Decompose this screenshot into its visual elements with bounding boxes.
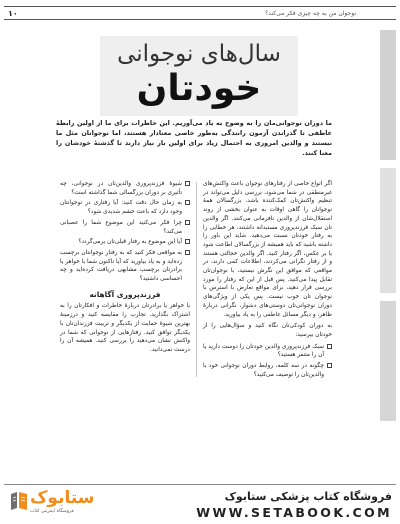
question-text: چگونه در سه کلمه، روابط دوران نوجوانی خود با والدین‌تان را توصیف می‌کنید؟ bbox=[203, 363, 324, 378]
section-subheading: فرزندپروری آگاهانه bbox=[89, 289, 161, 299]
checkbox-bullet-icon bbox=[185, 220, 190, 225]
book-logo-icon bbox=[8, 490, 30, 512]
page-header bbox=[4, 6, 396, 20]
running-head: نوجوان من به چه چیزی فکر می‌کند؟ bbox=[265, 9, 356, 17]
side-tab bbox=[380, 168, 396, 293]
checkbox-bullet-icon bbox=[185, 239, 190, 244]
left-column bbox=[60, 180, 190, 358]
question-item bbox=[60, 238, 190, 247]
checkbox-bullet-icon bbox=[327, 344, 332, 349]
question-item bbox=[60, 199, 190, 216]
question-text: به زمان حال دقت کنید: آیا رفتاری در نوجوانتان وجود دارد که باعث خشم شدیدی شود؟ bbox=[60, 200, 182, 216]
checkbox-bullet-icon bbox=[327, 363, 332, 368]
question-item bbox=[203, 343, 332, 360]
checkbox-bullet-icon bbox=[185, 181, 190, 186]
checkbox-bullet-icon bbox=[185, 250, 190, 255]
question-text: شیوهٔ فرزندپروری والدین‌تان در نوجوانی، چه تأثیری بر دوران بزرگسالی شما گذاشته است؟ bbox=[60, 181, 182, 196]
body-paragraph: با خواهر یا برادرتان دربارهٔ خاطرات و افکارتان را به اشتراک بگذارید. تجارب را مقایسه کنید و درزمینهٔ بهترین شیوهٔ حمایت از یکدیگر و تربیت فرزندان‌تان با یکدیگر توافق کنید. رفتارهایی از نوجوانی که شما در واکنش نشان می‌دهید را بررسی کنید. همیشه آن را درست نمی‌دانید. bbox=[60, 303, 190, 353]
store-title: فروشگاه کتاب پزشکی ستابوک bbox=[224, 490, 392, 503]
footer-divider bbox=[4, 484, 396, 485]
question-item bbox=[60, 219, 190, 236]
logo-tagline: فروشگاه اینترنتی کتاب bbox=[30, 509, 74, 514]
chapter-title bbox=[100, 40, 298, 110]
logo-wordmark: ستابوک bbox=[30, 488, 95, 508]
right-column bbox=[203, 180, 332, 381]
side-tab bbox=[380, 30, 396, 160]
question-text: چرا فکر می‌کنید این موضوع شما را عصبانی می‌کند؟ bbox=[60, 219, 182, 235]
question-text: آیا این موضوع به رفتار قبلی‌تان برمی‌گردد؟ bbox=[78, 239, 182, 246]
title-line-1: سال‌های نوجوانی bbox=[117, 41, 281, 67]
body-paragraph: اگر انواع خاصی از رفتارهای نوجوان باعث واکنش‌های غیرمنطقی در شما می‌شود، بررسی دلیل می‌تواند در تنظیم واکنش‌تان کمک‌کننده باشد. بزرگسالان همهٔ نوجوانان را گاهی اوقات به عنوان بخشی از روند استقلال‌شان از والدین نافرمانی می‌کنند. اگر والدین تان سبک فرزندپروری مستبدانه داشتند، هر خطایی را به رفتار خودتان نسبت می‌دهید. شاید این باور را داشته باشید که باید همیشه از بزرگسالان اطاعت شود یا بر عکس، اگر رفتار کنید. اگر والدین خجالتی هستند و از رفتار نگرانی می‌کردند، اطلاعات کمی دارند، در مواقعی که موافق این نگرش نیستید، با نوجوان‌تان تقابل پیدا می‌کنید. پس قبل از این که رفتار را مورد بررسی قرار دهید، برای مواقع تعارض با استرس با نوجوان تان خوب نیست. پس یکی از ویژگی‌های دوران نوجوانی‌تان دوستی‌های دشوار، نگرانی دربارهٔ ظاهر، و دیگر مسائل عاطفی را به یاد بیاورید. bbox=[203, 181, 332, 318]
checkbox-bullet-icon bbox=[185, 200, 190, 205]
body-paragraph: به دوران کودکی‌تان نگاه کنید و سؤال‌هایی را از خودتان بپرسید: bbox=[203, 323, 332, 338]
title-line-2: خودتان bbox=[136, 68, 262, 109]
question-text: سبک فرزندپروری والدین خودتان را دوست دارید یا آن را متنفر هستید؟ bbox=[203, 343, 324, 359]
page-number: ۱۰ bbox=[8, 8, 18, 18]
question-text: به مواقعی فکر کنید که به رفتار نوجوانتان برچسب زده‌اید و به یاد بیاورید که آیا تاکنون شما با خواهر یا برادرتان برچسب مشابهی دریافت کرده‌اید و چه احساسی داشتید؟ bbox=[60, 249, 182, 283]
setabook-logo bbox=[8, 488, 95, 518]
question-item bbox=[203, 362, 332, 379]
column-divider bbox=[196, 182, 197, 377]
side-tab bbox=[380, 301, 396, 421]
question-item bbox=[60, 249, 190, 284]
question-item bbox=[60, 180, 190, 197]
store-url[interactable]: WWW.SETABOOK.COM bbox=[196, 505, 392, 520]
intro-paragraph: ما دوران نوجوانی‌مان را به وضوح به یاد می‌آوریم. این خاطرات برای ما از اولین رابطهٔ عاطفی تا گذراندن آزمون رانندگی به‌طور خاصی معنادار هستند، اما نوجوانان مثل ما نیستند و والدین امروزی به احتمال زیاد برای اولین بار نیاز دارند تا گذشتهٔ خودشان را معنا کنند. bbox=[56, 119, 332, 157]
